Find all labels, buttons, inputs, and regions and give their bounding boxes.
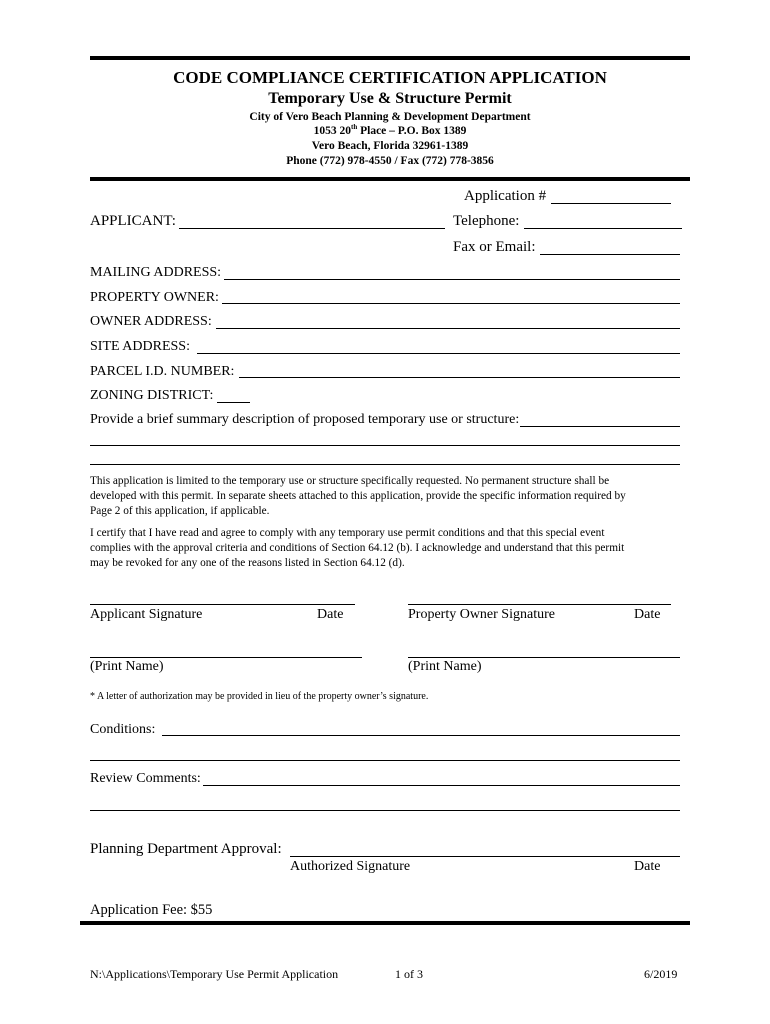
zoning-district-field[interactable] [217, 402, 250, 403]
applicant-print-name-field[interactable] [90, 657, 362, 658]
summary-field-line-3[interactable] [90, 464, 680, 465]
form-subtitle: Temporary Use & Structure Permit [268, 90, 512, 107]
review-comments-label: Review Comments: [90, 771, 201, 786]
certification-line-3: may be revoked for any one of the reasons listed in Section 64.12 (d). [90, 557, 405, 569]
footer-path: N:\Applications\Temporary Use Permit Application [90, 967, 339, 981]
authorization-note: * A letter of authorization may be provided in lieu of the property owner’s signature. [90, 691, 429, 702]
applicant-signature-label: Applicant Signature [90, 607, 203, 622]
application-number-label: Application # [464, 188, 547, 204]
department-address: 1053 20th Place – P.O. Box 1389 [313, 123, 467, 137]
owner-print-name-field[interactable] [408, 657, 680, 658]
applicant-print-name-label: (Print Name) [90, 659, 164, 674]
limitation-line-2: developed with this permit. In separate sheets attached to this application, provide the specific information required by [90, 490, 626, 502]
fax-email-field[interactable] [540, 254, 680, 255]
fax-email-label: Fax or Email: [453, 239, 536, 255]
department-name: City of Vero Beach Planning & Development Department [249, 111, 531, 123]
certification-paragraph [90, 526, 690, 571]
site-address-label: SITE ADDRESS: [90, 339, 190, 354]
review-comments-field-line-2[interactable] [90, 810, 680, 811]
footer-date: 6/2019 [644, 967, 678, 981]
summary-label: Provide a brief summary description of proposed temporary use or structure: [90, 412, 520, 427]
applicant-date-label: Date [317, 607, 344, 622]
mailing-address-label: MAILING ADDRESS: [90, 265, 222, 280]
certification-line-1: I certify that I have read and agree to comply with any temporary use permit conditions and that this special event [90, 527, 605, 539]
review-comments-field-line-1[interactable] [203, 785, 680, 786]
conditions-field-line-2[interactable] [90, 760, 680, 761]
conditions-field-line-1[interactable] [162, 735, 680, 736]
limitation-paragraph [90, 474, 690, 519]
owner-address-field[interactable] [216, 328, 680, 329]
applicant-label: APPLICANT: [90, 213, 176, 229]
owner-signature-label: Property Owner Signature [408, 607, 555, 622]
summary-field-line-2[interactable] [90, 445, 680, 446]
owner-address-label: OWNER ADDRESS: [90, 314, 212, 329]
applicant-signature-field[interactable] [90, 604, 355, 605]
planning-approval-signature-field[interactable] [290, 856, 680, 857]
mailing-address-field[interactable] [224, 279, 680, 280]
department-city: Vero Beach, Florida 32961-1389 [311, 140, 469, 152]
planning-approval-label: Planning Department Approval: [90, 841, 282, 857]
authorized-signature-label: Authorized Signature [290, 859, 411, 874]
limitation-line-1: This application is limited to the temporary use or structure specifically requested. No permanent structure shall be [90, 475, 610, 487]
property-owner-label: PROPERTY OWNER: [90, 290, 219, 305]
applicant-field[interactable] [179, 228, 445, 229]
summary-field-line-1[interactable] [520, 426, 680, 427]
header-bottom-rule [90, 177, 690, 181]
owner-print-name-label: (Print Name) [408, 659, 482, 674]
telephone-field[interactable] [524, 228, 682, 229]
approval-date-label: Date [634, 859, 661, 874]
property-owner-field[interactable] [222, 303, 680, 304]
certification-line-2: complies with the approval criteria and conditions of Section 64.12 (b). I acknowledge and understand that this permit [90, 542, 625, 554]
footer-page-number: 1 of 3 [395, 967, 423, 981]
zoning-district-label: ZONING DISTRICT: [90, 388, 214, 403]
department-phone-fax: Phone (772) 978-4550 / Fax (772) 778-3856 [286, 155, 494, 167]
top-rule [90, 56, 690, 60]
owner-date-label: Date [634, 607, 661, 622]
form-title: CODE COMPLIANCE CERTIFICATION APPLICATION [173, 68, 607, 87]
site-address-field[interactable] [197, 353, 680, 354]
fee-bottom-rule [80, 921, 690, 925]
parcel-id-label: PARCEL I.D. NUMBER: [90, 364, 235, 379]
limitation-line-3: Page 2 of this application, if applicable. [90, 505, 270, 517]
application-fee: Application Fee: $55 [90, 902, 213, 918]
owner-signature-field[interactable] [408, 604, 671, 605]
telephone-label: Telephone: [453, 213, 520, 229]
parcel-id-field[interactable] [239, 377, 680, 378]
conditions-label: Conditions: [90, 722, 156, 737]
application-number-field[interactable] [551, 203, 671, 204]
